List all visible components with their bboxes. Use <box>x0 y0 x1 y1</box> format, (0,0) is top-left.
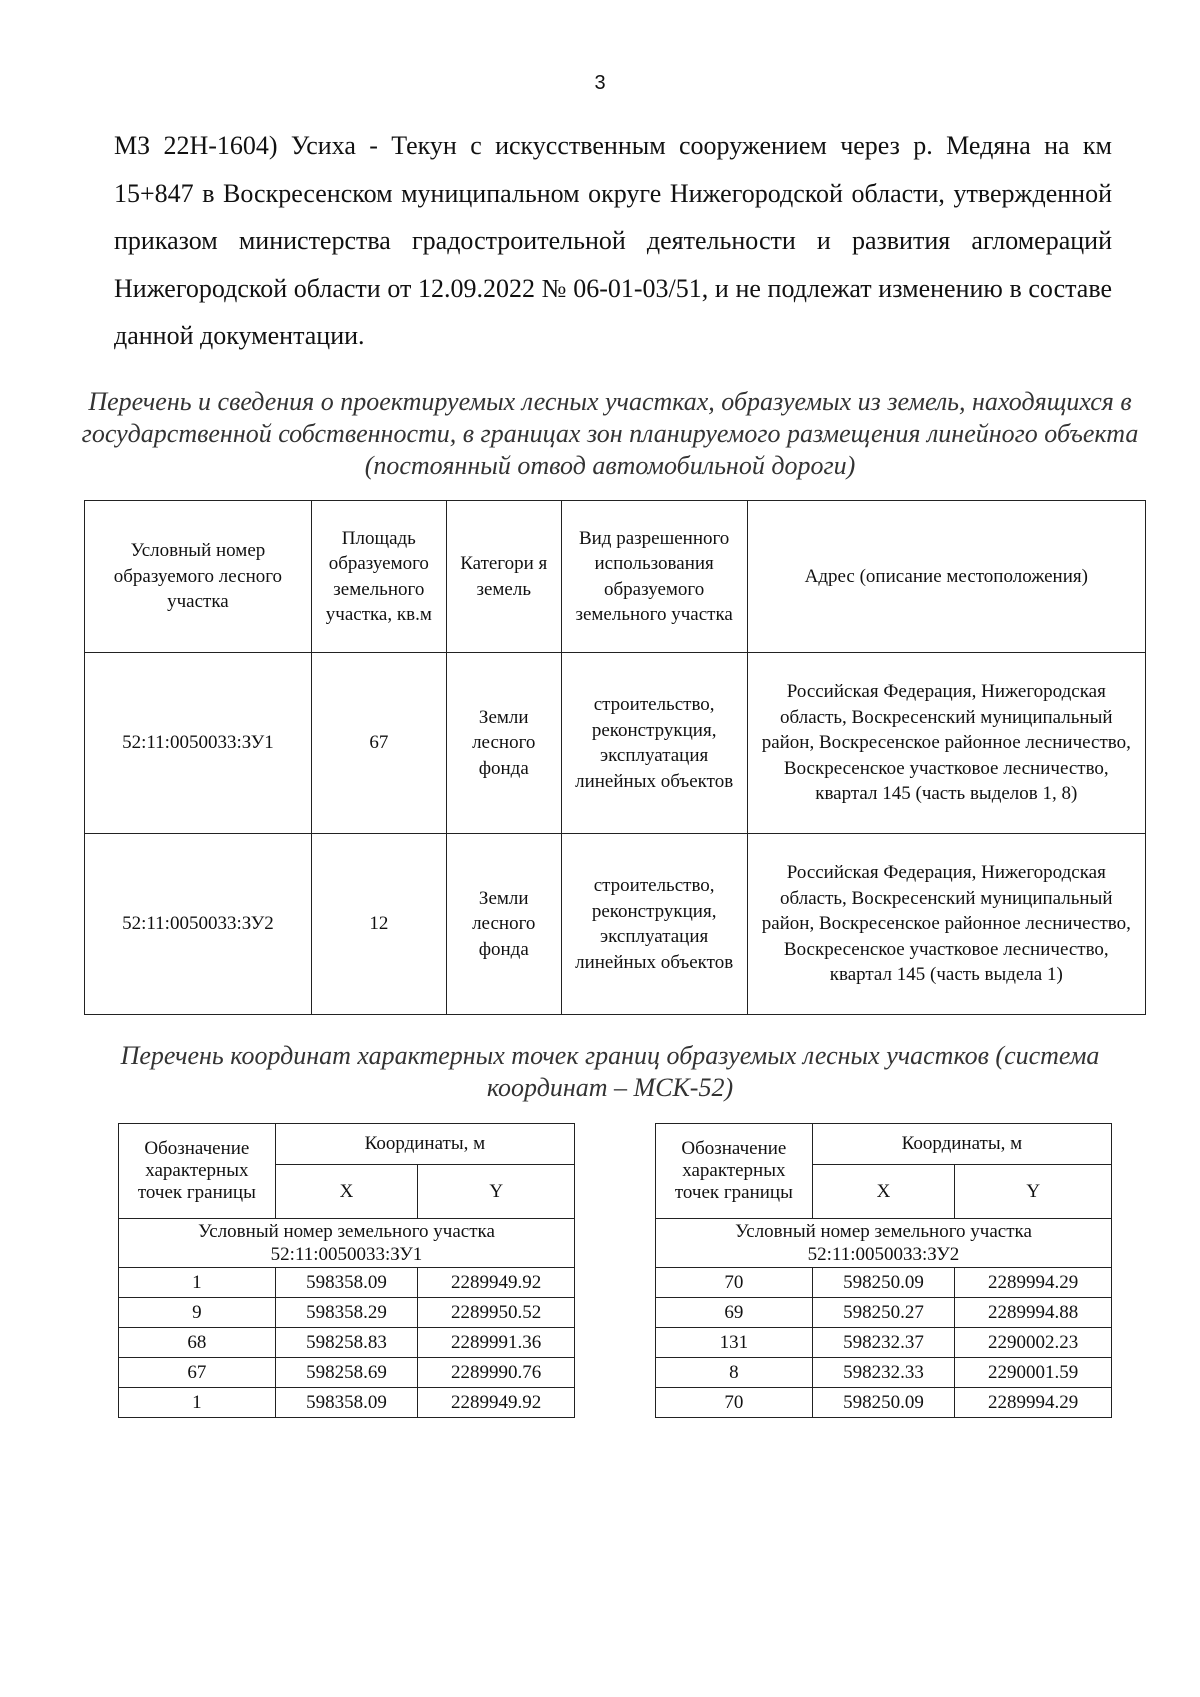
parcel-group-row <box>119 1219 575 1268</box>
parcel-label: Условный номер земельного участка 52:11:0050033:ЗУ1 <box>119 1219 575 1268</box>
cell-x: 598250.09 <box>812 1388 955 1418</box>
cell-permitted-use: строительство, реконструкция, эксплуатация линейных объектов <box>561 653 747 834</box>
cell-area: 67 <box>311 653 446 834</box>
cell-x: 598258.69 <box>275 1358 418 1388</box>
cell-point: 1 <box>119 1268 276 1298</box>
cell-y: 2289994.29 <box>955 1388 1112 1418</box>
cell-point: 70 <box>656 1268 813 1298</box>
table-row <box>119 1298 575 1328</box>
cell-y: 2289994.88 <box>955 1298 1112 1328</box>
cell-category: Земли лесного фонда <box>446 834 561 1015</box>
cell-point: 67 <box>119 1358 276 1388</box>
header-area: Площадь образуемого земельного участка, кв.м <box>311 501 446 653</box>
header-category: Категори я земель <box>446 501 561 653</box>
table1-caption: Перечень и сведения о проектируемых лесных участках, образуемых из земель, находящихся в государственной собственности, в границах зон планируемого размещения линейного объекта (постоянный отвод автомобильной дороги) <box>81 387 1139 480</box>
table-row <box>119 1328 575 1358</box>
cell-permitted-use: строительство, реконструкция, эксплуатация линейных объектов <box>561 834 747 1015</box>
header-point: Обозначение характерных точек границы <box>656 1124 813 1219</box>
cell-address: Российская Федерация, Нижегородская область, Воскресенский муниципальный район, Воскресенское районное лесничество, Воскресенское участковое лесничество, квартал 145 (часть выдела 1) <box>747 834 1145 1015</box>
cell-y: 2290002.23 <box>955 1328 1112 1358</box>
table-row <box>85 653 1146 834</box>
table-header-row <box>85 501 1146 653</box>
cell-x: 598250.27 <box>812 1298 955 1328</box>
cell-x: 598358.09 <box>275 1388 418 1418</box>
header-coordinates: Координаты, м <box>812 1124 1111 1165</box>
body-paragraph: МЗ 22Н-1604) Усиха - Текун с искусственным сооружением через р. Медяна на км 15+847 в Воскресенском муниципальном округе Нижегородской области, утвержденной приказом министерства градостроительной деятельности и развития агломераций Нижегородской области от 12.09.2022 № 06-01-03/51, и не подлежат изменению в составе данной документации. <box>114 131 1112 351</box>
cell-x: 598258.83 <box>275 1328 418 1358</box>
coordinates-table-zu1 <box>118 1123 575 1418</box>
cell-category: Земли лесного фонда <box>446 653 561 834</box>
cell-area: 12 <box>311 834 446 1015</box>
cell-x: 598232.37 <box>812 1328 955 1358</box>
coordinates-table-zu2 <box>655 1123 1112 1418</box>
cell-point: 8 <box>656 1358 813 1388</box>
cell-x: 598232.33 <box>812 1358 955 1388</box>
forest-parcels-table <box>84 500 1146 1015</box>
table-row <box>85 834 1146 1015</box>
cell-point: 68 <box>119 1328 276 1358</box>
cell-x: 598358.09 <box>275 1268 418 1298</box>
cell-y: 2289991.36 <box>418 1328 575 1358</box>
cell-point: 9 <box>119 1298 276 1328</box>
cell-y: 2289994.29 <box>955 1268 1112 1298</box>
table2-caption: Перечень координат характерных точек границ образуемых лесных участков (система координат – МСК-52) <box>120 1041 1100 1102</box>
table-row <box>119 1388 575 1418</box>
cell-parcel-id: 52:11:0050033:ЗУ1 <box>85 653 312 834</box>
header-coordinates: Координаты, м <box>275 1124 574 1165</box>
cell-point: 131 <box>656 1328 813 1358</box>
table-row <box>656 1268 1112 1298</box>
header-x: X <box>812 1165 955 1219</box>
cell-x: 598250.09 <box>812 1268 955 1298</box>
cell-point: 69 <box>656 1298 813 1328</box>
cell-parcel-id: 52:11:0050033:ЗУ2 <box>85 834 312 1015</box>
header-x: X <box>275 1165 418 1219</box>
cell-address: Российская Федерация, Нижегородская область, Воскресенский муниципальный район, Воскресенское районное лесничество, Воскресенское участковое лесничество, квартал 145 (часть выделов 1, 8) <box>747 653 1145 834</box>
parcel-group-row <box>656 1219 1112 1268</box>
header-address: Адрес (описание местоположения) <box>747 501 1145 653</box>
cell-y: 2289990.76 <box>418 1358 575 1388</box>
coords-header-row <box>119 1124 575 1165</box>
cell-x: 598358.29 <box>275 1298 418 1328</box>
header-point: Обозначение характерных точек границы <box>119 1124 276 1219</box>
table-row <box>656 1328 1112 1358</box>
cell-y: 2289950.52 <box>418 1298 575 1328</box>
table-row <box>119 1268 575 1298</box>
header-permitted-use: Вид разрешенного использования образуемого земельного участка <box>561 501 747 653</box>
cell-point: 1 <box>119 1388 276 1418</box>
header-parcel-id: Условный номер образуемого лесного участка <box>85 501 312 653</box>
table-row <box>656 1358 1112 1388</box>
table-row <box>119 1358 575 1388</box>
header-y: Y <box>955 1165 1112 1219</box>
parcel-label: Условный номер земельного участка 52:11:0050033:ЗУ2 <box>656 1219 1112 1268</box>
cell-point: 70 <box>656 1388 813 1418</box>
table-row <box>656 1298 1112 1328</box>
cell-y: 2289949.92 <box>418 1268 575 1298</box>
page-number: 3 <box>594 72 606 94</box>
table-row <box>656 1388 1112 1418</box>
header-y: Y <box>418 1165 575 1219</box>
coords-header-row <box>656 1124 1112 1165</box>
cell-y: 2290001.59 <box>955 1358 1112 1388</box>
cell-y: 2289949.92 <box>418 1388 575 1418</box>
